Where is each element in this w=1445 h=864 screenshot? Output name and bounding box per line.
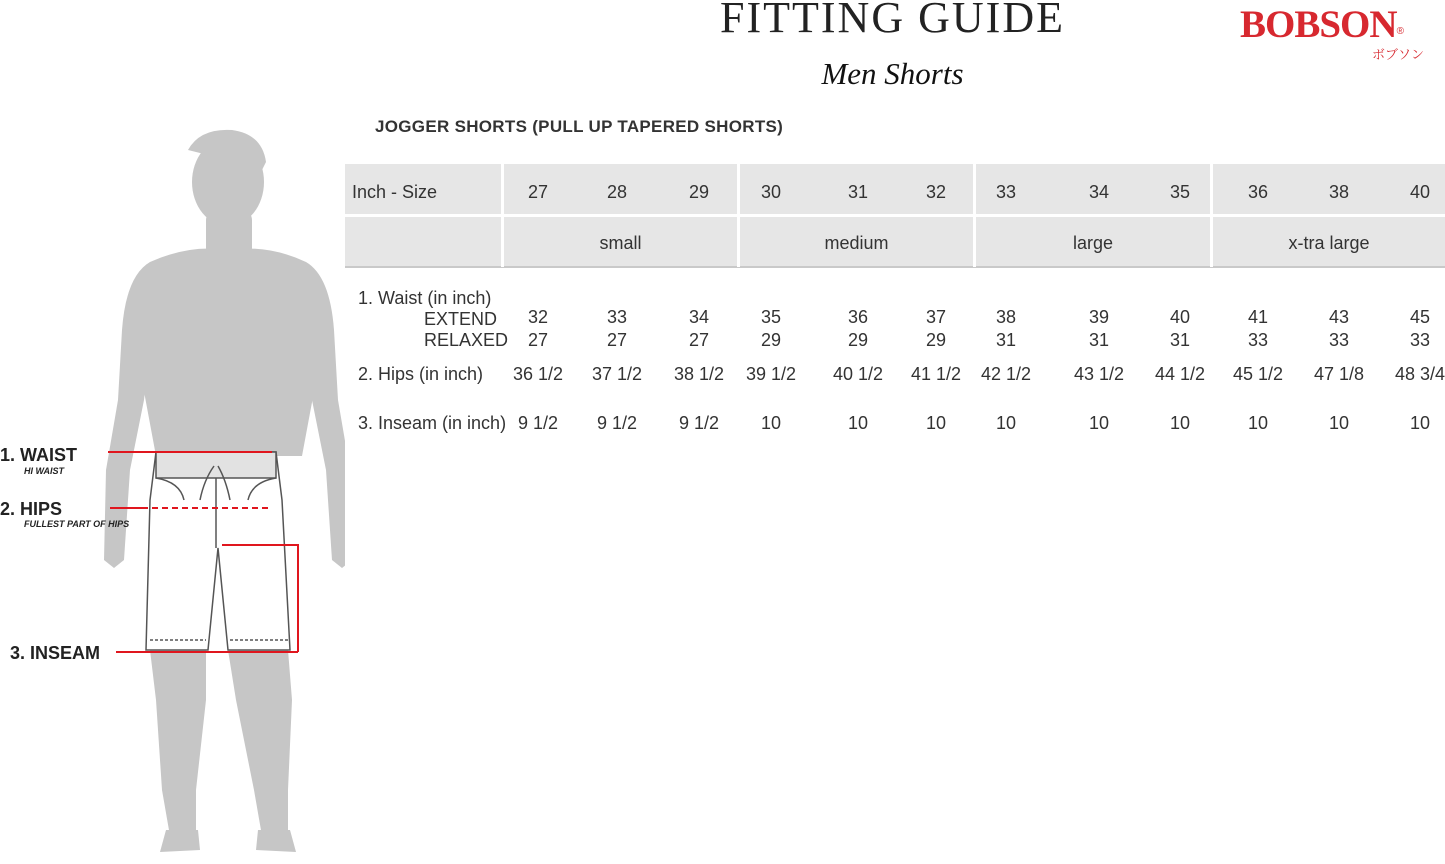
brand-kana: ボブソン: [1372, 48, 1425, 63]
size-cell: 38: [1328, 182, 1350, 202]
inseam-cell: 10: [1088, 413, 1110, 433]
hips-cell: 37 1/2: [591, 364, 643, 384]
size-cell: 30: [760, 182, 782, 202]
relaxed-cell: 31: [995, 330, 1017, 350]
inseam-cell: 10: [1247, 413, 1269, 433]
hips-cell: 40 1/2: [832, 364, 884, 384]
group-small: small: [599, 233, 642, 253]
hips-cell: 41 1/2: [910, 364, 962, 384]
inseam-cell: 10: [995, 413, 1017, 433]
extend-cell: 45: [1409, 307, 1431, 327]
hips-cell: 47 1/8: [1313, 364, 1365, 384]
size-cell: 31: [847, 182, 869, 202]
relaxed-cell: 27: [606, 330, 628, 350]
inseam-measure-label: 3. INSEAM: [10, 643, 101, 663]
extend-cell: 43: [1328, 307, 1350, 327]
band-bottom-rule: [345, 266, 1445, 268]
extend-row-label: EXTEND: [424, 309, 498, 329]
inseam-cell: 10: [925, 413, 947, 433]
size-header-band: [345, 164, 1445, 214]
inseam-cell: 9 1/2: [517, 413, 559, 433]
inseam-cell: 9 1/2: [678, 413, 720, 433]
hips-cell: 48 3/4: [1394, 364, 1445, 384]
inseam-cell: 10: [1328, 413, 1350, 433]
waist-measure-label: 1. WAIST: [0, 445, 78, 465]
hips-row-label: 2. Hips (in inch): [358, 364, 484, 384]
size-cell: 32: [925, 182, 947, 202]
size-cell: 40: [1409, 182, 1431, 202]
relaxed-cell: 29: [925, 330, 947, 350]
inseam-cell: 9 1/2: [596, 413, 638, 433]
waist-measure-sub: HI WAIST: [24, 466, 64, 476]
hips-cell: 36 1/2: [512, 364, 564, 384]
extend-cell: 41: [1247, 307, 1269, 327]
size-cell: 33: [995, 182, 1017, 202]
size-cell: 29: [688, 182, 710, 202]
brand-name: BOBSON: [1240, 3, 1397, 46]
waist-row-label: 1. Waist (in inch): [358, 288, 492, 308]
hips-measure-label: 2. HIPS: [0, 499, 63, 519]
hips-cell: 45 1/2: [1232, 364, 1284, 384]
size-cell: 35: [1169, 182, 1191, 202]
extend-cell: 37: [925, 307, 947, 327]
inseam-cell: 10: [1169, 413, 1191, 433]
relaxed-cell: 33: [1328, 330, 1350, 350]
section-title: JOGGER SHORTS (PULL UP TAPERED SHORTS): [375, 117, 784, 136]
extend-cell: 35: [760, 307, 782, 327]
shorts-illustration: [146, 452, 290, 650]
group-xtra-large: x-tra large: [1288, 233, 1370, 253]
size-cell: 36: [1247, 182, 1269, 202]
relaxed-cell: 33: [1409, 330, 1431, 350]
page-title: FITTING GUIDE: [720, 0, 1065, 42]
model-figure-illustration: [0, 0, 345, 864]
size-cell: 34: [1088, 182, 1110, 202]
group-large: large: [1072, 233, 1114, 253]
band-divider: [345, 214, 1445, 217]
relaxed-cell: 27: [527, 330, 549, 350]
extend-cell: 33: [606, 307, 628, 327]
extend-cell: 36: [847, 307, 869, 327]
size-cell: 28: [606, 182, 628, 202]
hips-cell: 43 1/2: [1073, 364, 1125, 384]
relaxed-cell: 31: [1169, 330, 1191, 350]
extend-cell: 38: [995, 307, 1017, 327]
relaxed-row-label: RELAXED: [424, 330, 509, 350]
size-header-label: Inch - Size: [352, 182, 438, 202]
relaxed-cell: 31: [1088, 330, 1110, 350]
extend-cell: 32: [527, 307, 549, 327]
relaxed-cell: 29: [847, 330, 869, 350]
extend-cell: 40: [1169, 307, 1191, 327]
relaxed-cell: 29: [760, 330, 782, 350]
hips-cell: 44 1/2: [1154, 364, 1206, 384]
hips-cell: 42 1/2: [980, 364, 1032, 384]
group-medium: medium: [824, 233, 889, 253]
inseam-cell: 10: [1409, 413, 1431, 433]
size-cell: 27: [527, 182, 549, 202]
hips-measure-sub: FULLEST PART OF HIPS: [24, 519, 130, 529]
relaxed-cell: 27: [688, 330, 710, 350]
brand-registered-mark: ®: [1396, 26, 1404, 37]
extend-cell: 39: [1088, 307, 1110, 327]
extend-cell: 34: [688, 307, 710, 327]
hips-cell: 38 1/2: [673, 364, 725, 384]
relaxed-cell: 33: [1247, 330, 1269, 350]
brand-logo: [1240, 3, 1425, 63]
inseam-row-label: 3. Inseam (in inch): [358, 413, 507, 433]
hips-cell: 39 1/2: [745, 364, 797, 384]
inseam-cell: 10: [760, 413, 782, 433]
inseam-cell: 10: [847, 413, 869, 433]
page-subtitle: Men Shorts: [821, 56, 964, 91]
